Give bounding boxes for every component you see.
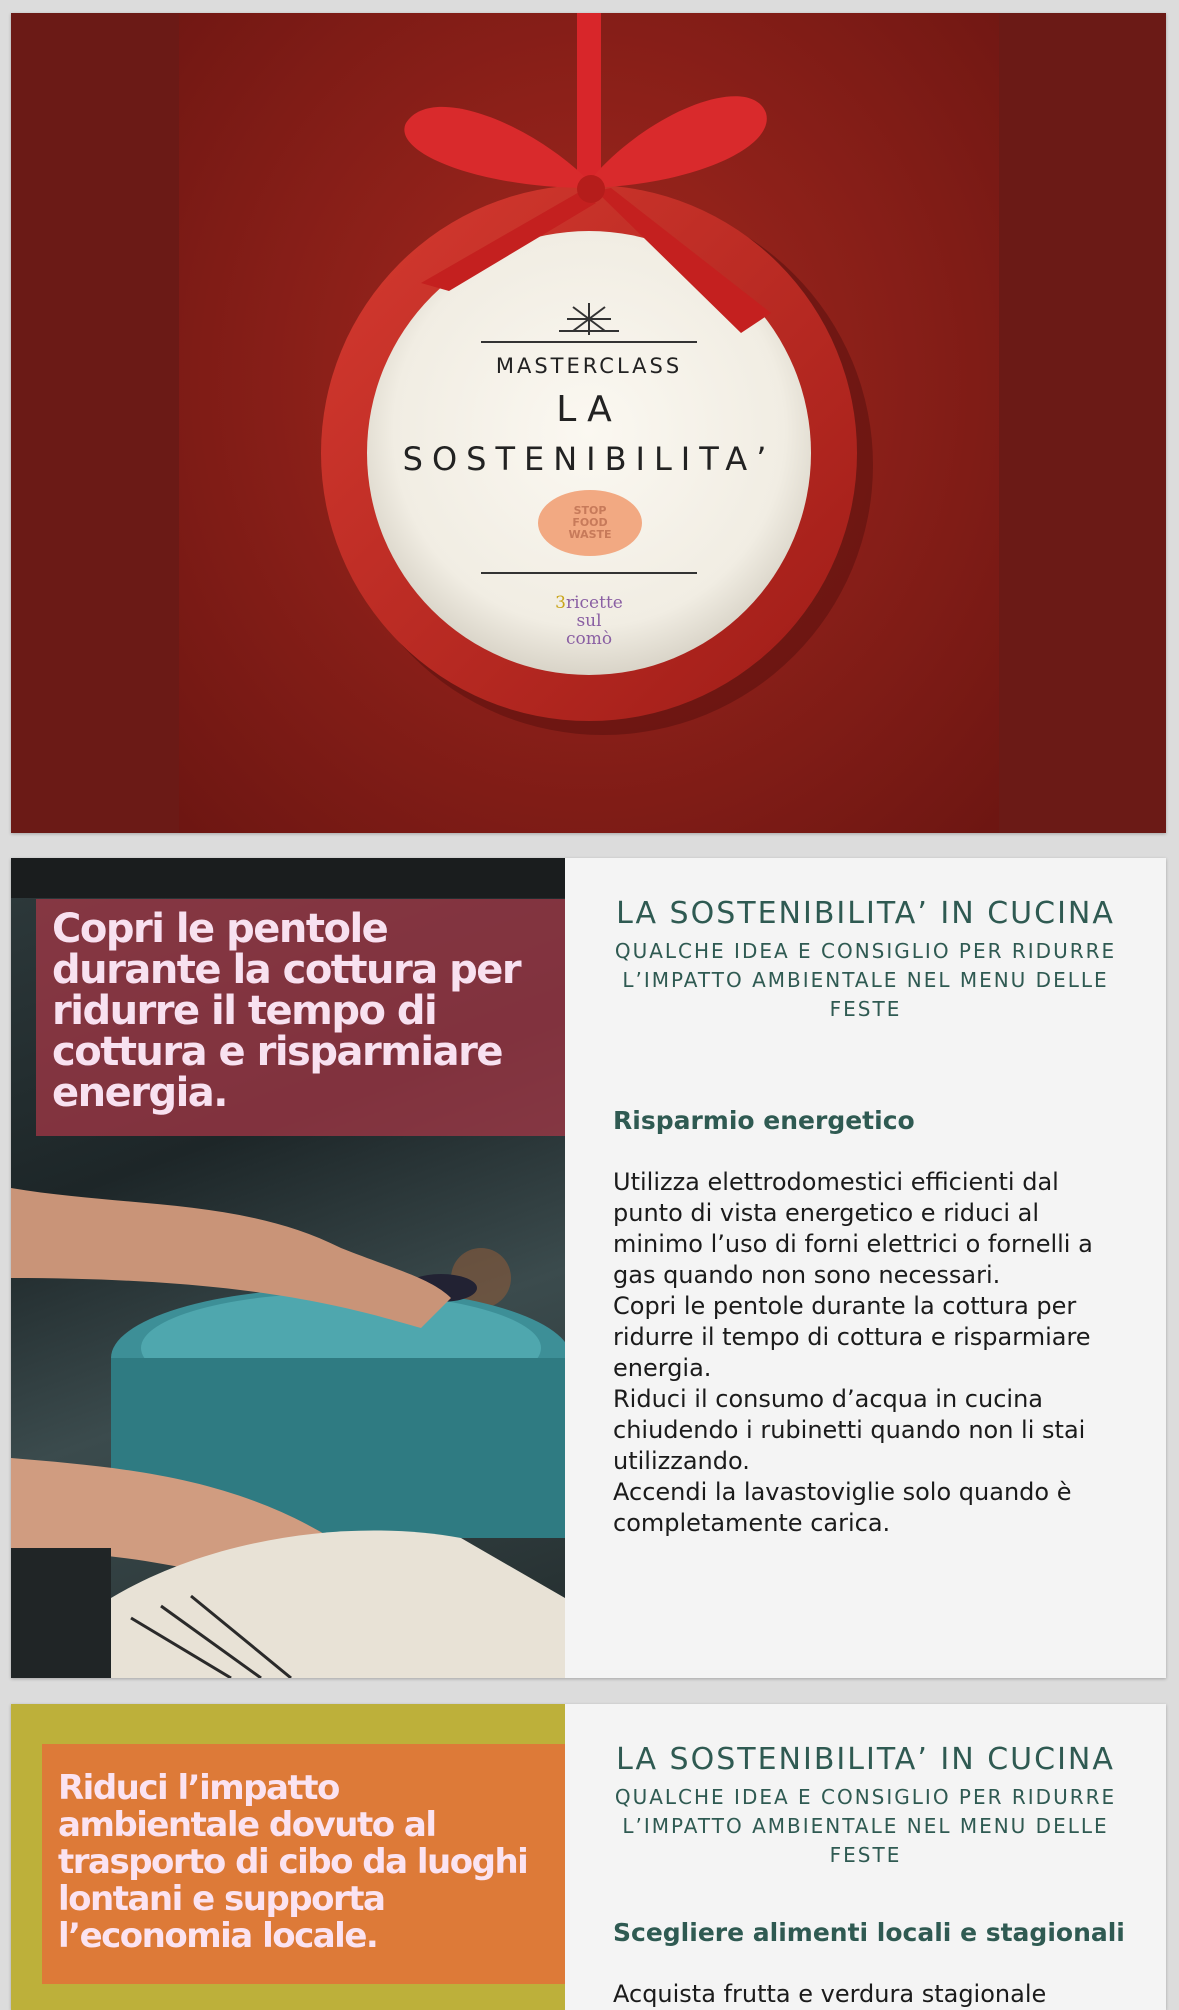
brand-word: ricette — [565, 593, 623, 613]
section-body — [613, 1167, 1126, 1539]
photo-top-dark — [11, 858, 565, 898]
stamp-line: STOP — [573, 504, 607, 517]
slide-text-column — [565, 858, 1166, 1678]
body-paragraph: Accendi la lavastoviglie solo quando è completamente carica. — [613, 1478, 1072, 1537]
slide-heading: LA SOSTENIBILITA’ IN CUCINA — [616, 1742, 1115, 1777]
slide-subheading: QUALCHE IDEA E CONSIGLIO PER RIDURRE L’IMPATTO AMBIENTALE NEL MENU DELLE FESTE — [614, 939, 1117, 1021]
photo-caption-box — [36, 899, 565, 1136]
slide-text-column — [565, 1704, 1166, 2010]
brand-number: 3 — [555, 593, 566, 613]
cover-title-line1: LA — [556, 389, 622, 430]
section-title: Risparmio energetico — [613, 1106, 915, 1135]
slide-image-area — [11, 1704, 565, 2010]
body-paragraph: Copri le pentole durante la cottura per ridurre il tempo di cottura e risparmiare energia. — [613, 1292, 1091, 1382]
stamp-line: FOOD — [572, 516, 608, 529]
body-paragraph: Riduci il consumo d’acqua in cucina chiudendo i rubinetti quando non li stai utilizzando. — [613, 1385, 1086, 1475]
bow-right-loop — [589, 96, 767, 188]
photo-caption: Copri le pentole durante la cottura per ridurre il tempo di cottura e risparmiare energia. — [52, 906, 521, 1116]
photo-bottom-dark — [11, 1548, 111, 1678]
cover-title-line2: SOSTENIBILITA’ — [402, 440, 776, 478]
masterclass-label: MASTERCLASS — [495, 354, 683, 378]
slide-risparmio-energetico — [11, 858, 1166, 1678]
cooking-photo — [11, 858, 565, 1678]
photo-caption-box — [42, 1744, 565, 1984]
brand-logo-line2: sul — [576, 611, 602, 631]
slide-heading: LA SOSTENIBILITA’ IN CUCINA — [616, 896, 1115, 931]
section-body — [613, 1979, 1126, 2010]
body-paragraph: Utilizza elettrodomestici efficienti dal punto di vista energetico e riduci al minimo l’uso di forni elettrici o fornelli a gas quando non sono necessari. — [613, 1168, 1093, 1289]
ribbon-strap — [577, 13, 601, 188]
stop-food-waste-logo — [538, 490, 642, 556]
stamp-line: WASTE — [568, 528, 612, 541]
slide-subheading: QUALCHE IDEA E CONSIGLIO PER RIDURRE L’IMPATTO AMBIENTALE NEL MENU DELLE FESTE — [614, 1785, 1117, 1867]
section-title: Scegliere alimenti locali e stagionali — [613, 1918, 1125, 1947]
brand-logo-line3: comò — [565, 629, 613, 649]
bow-left-loop — [404, 107, 589, 188]
body-paragraph: Acquista frutta e verdura stagionale — [613, 1980, 1047, 2008]
bow-knot — [577, 175, 605, 203]
slide-masterclass-cover — [11, 13, 1166, 833]
slide-alimenti-locali — [11, 1704, 1166, 2010]
brand-logo-line1 — [179, 595, 999, 612]
photo-caption: Riduci l’impatto ambientale dovuto al trasporto di cibo da luoghi lontani e supporta l’economia locale. — [58, 1768, 528, 1956]
